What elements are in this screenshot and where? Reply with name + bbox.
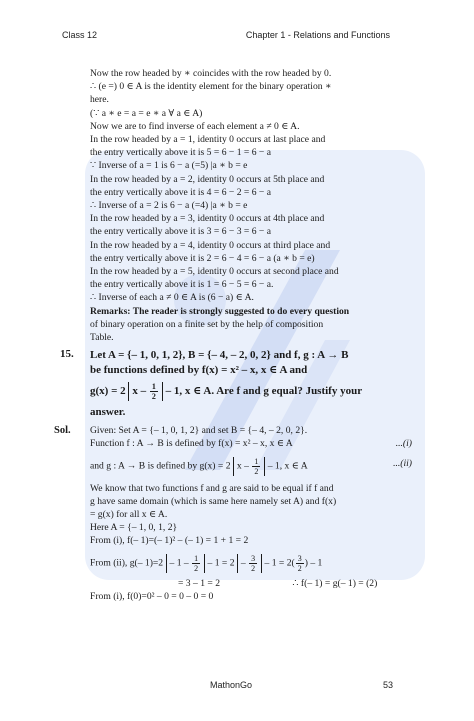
text-line: Now we are to find inverse of each element a ≠ 0 ∈ A. [90,120,300,132]
page-header [0,30,474,46]
text-line: In the row headed by a = 5, identity 0 occurs at second place and [90,266,339,278]
solution-line: = g(x) for all x ∈ A. [90,509,168,521]
brand-name: MathonGo [210,680,253,690]
question-15 [60,348,412,420]
fraction: $\frac{1}{2}$ [254,456,259,476]
solution-line: From (i), f(– 1)=(– 1)² – (– 1) = 1 + 1 = 2 [90,535,249,547]
page-content [54,67,412,603]
absolute-value: – 1 – $\frac{1}{2}$ [166,554,206,573]
text-line: the entry vertically above it is 1 = 6 − 5 = 6 − a. [90,279,274,291]
text-line: here. [90,94,109,106]
question-text: – 1, x ∈ A. Are f and g equal? Justify your [165,385,363,398]
text-line: (∵ a ∗ e = a = e ∗ a ∀ a ∈ A) [90,107,203,119]
text-line: In the row headed by a = 2, identity 0 occurs at 5th place and [90,173,325,185]
text-line: the entry vertically above it is 5 = 6 − 1 = 6 − a [90,147,271,159]
solution-line: We know that two functions f and g are said to be equal if f and [90,482,334,494]
absolute-value: – $\frac{3}{2}$ [237,554,262,573]
solution-line: = 3 – 1 = 2 ∴ f(– 1) = g(– 1) = (2) [178,577,378,589]
class-label: Class 12 [62,30,98,40]
solution-line: Here A = {– 1, 0, 1, 2} [90,522,178,534]
equation-tag: ...(ii) [393,457,412,469]
solution-line: From (i), f(0)=0² – 0 = 0 – 0 = 0 [90,590,214,602]
text-line: Now the row headed by ∗ coincides with the row headed by 0. [90,68,332,79]
question-text: x – [132,385,147,398]
absolute-value: x – $\frac{1}{2}$ [233,457,265,476]
equation-tag: ...(i) [395,438,412,450]
text-line: the entry vertically above it is 2 = 6 − 4 = 6 − a (a ∗ b = e) [90,252,315,264]
question-number: 15. [60,348,74,361]
text-line: In the row headed by a = 4, identity 0 occurs at third place and [90,239,331,251]
solution-line: Given: Set A = {– 1, 0, 1, 2} and set B = {– 4, – 2, 0, 2}. [90,425,308,437]
text-line: of binary operation on a finite set by the help of composition [90,318,324,330]
absolute-value [128,382,163,401]
solution-heading: Sol. [54,425,71,437]
question-line [90,382,412,401]
text-line: ∴ Inverse of each a ≠ 0 ∈ A is (6 − a) ∈ A. [90,292,254,304]
fraction: $\frac{1}{2}$ [194,553,199,573]
question-line: answer. [90,406,126,419]
solution-line: and g : A → B is defined by g(x) = 2 x – $\frac{1}{2}$ – 1, x ∈ A ...(ii) [90,456,412,476]
text-line: In the row headed by a = 3, identity 0 occurs at 4th place and [90,213,325,225]
question-text: g(x) = 2 [90,385,126,398]
question-line: be functions defined by f(x) = x² – x, x ∈ A and [90,364,308,377]
text-line: Table. [90,332,114,344]
text-line: ∴ (e =) 0 ∈ A is the identity element for the binary operation ∗ [90,81,332,93]
remarks-line: Remarks: The reader is strongly suggested to do every question [90,305,350,317]
fraction: $\frac{3}{2}$ [297,553,302,573]
text-line: ∵ Inverse of a = 1 is 6 − a (=5) |a ∗ b = e [90,160,248,172]
text-line: In the row headed by a = 1, identity 0 occurs at last place and [90,134,326,146]
solution-line: From (ii), g(– 1)=2 – 1 – $\frac{1}{2}$ – 1 = 2 – $\frac{3}{2}$ – 1 = 2( $\frac{3}{2}$ ) – 1 [90,553,323,573]
page-number: 53 [383,680,394,690]
text-line: ∴ Inverse of a = 2 is 6 − a (=4) |a ∗ b = e [90,200,248,212]
text-line: the entry vertically above it is 4 = 6 − 2 = 6 − a [90,186,271,198]
chapter-title: Chapter 1 - Relations and Functions [245,30,390,40]
fraction: $\frac{1}{2}$ [151,382,156,402]
solution [54,424,412,603]
text-line: the entry vertically above it is 3 = 6 − 3 = 6 − a [90,226,271,238]
solution-line: Function f : A → B is defined by f(x) = x² – x, x ∈ A ...(i) [90,438,412,450]
solution-line: g have same domain (which is same here namely set A) and f(x) [90,495,337,507]
question-line: Let A = {– 1, 0, 1, 2}, B = {– 4, – 2, 0, 2} and f, g : A → B [90,349,349,362]
fraction: $\frac{3}{2}$ [251,553,256,573]
